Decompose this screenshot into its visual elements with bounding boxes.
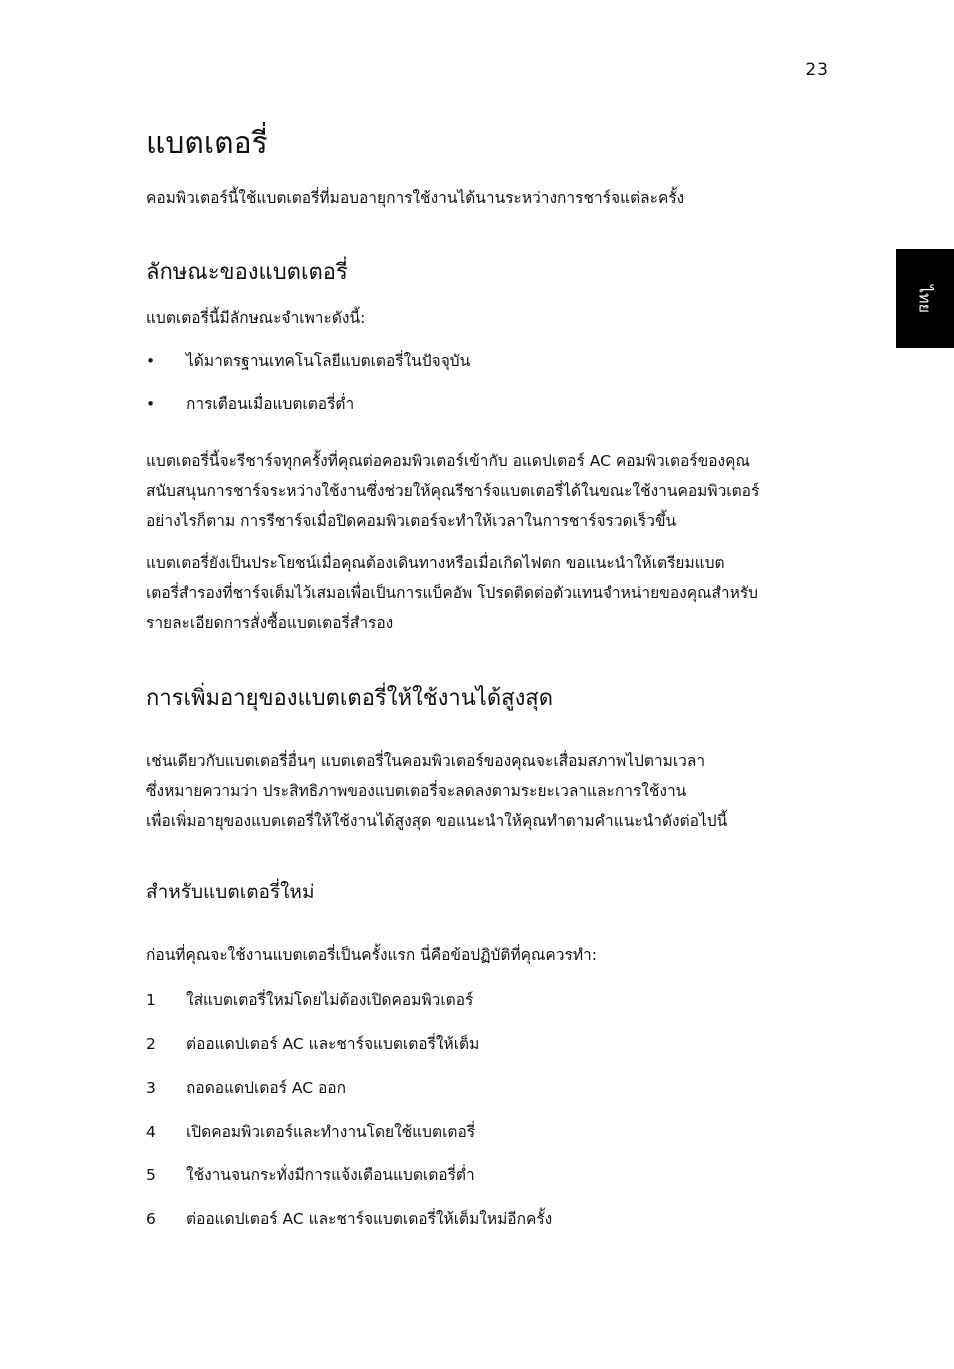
step-text: เปิดคอมพิวเตอร์และทำงานโดยใช้แบตเตอรี่ [186, 1123, 476, 1141]
new-battery-heading: สำหรับแบตเตอรี่ใหม่ [146, 881, 315, 903]
step-number: 5 [146, 1165, 156, 1184]
paragraph-line: ซึ่งหมายความว่า ประสิทธิภาพของแบตเตอรี่จะลดลงตามระยะเวลาและการใช้งาน [146, 782, 687, 800]
step-item [146, 1162, 475, 1187]
paragraph-line: รายละเอียดการสั่งซื้อแบตเตอรี่สำรอง [146, 614, 394, 632]
step-item [146, 1031, 479, 1056]
spare-battery-paragraph [146, 548, 758, 638]
maximize-paragraph [146, 746, 727, 836]
step-text: ถอดอแดปเตอร์ AC ออก [186, 1079, 346, 1097]
feature-bullet-text: ได้มาตรฐานเทคโนโลยีแบตเตอรี่ในปัจจุบัน [186, 352, 471, 370]
step-number: 1 [146, 990, 156, 1009]
new-battery-lead: ก่อนที่คุณจะใช้งานแบตเตอรี่เป็นครั้งแรก นี่คือข้อปฏิบัติที่คุณควรทำ: [146, 946, 597, 964]
step-text: ต่ออแดปเตอร์ AC และชาร์จแบตเตอรี่ให้เต็มใหม่อีกครั้ง [186, 1210, 553, 1228]
language-tab [896, 249, 954, 348]
step-item [146, 1075, 346, 1100]
paragraph-line: แบตเตอรี่ยังเป็นประโยชน์เมื่อคุณต้องเดินทางหรือเมื่อเกิดไฟตก ขอแนะนำให้เตรียมแบต [146, 554, 725, 572]
feature-bullet-text: การเตือนเมื่อแบตเตอรี่ต่ำ [186, 395, 355, 413]
intro-paragraph: คอมพิวเตอร์นี้ใช้แบตเตอรี่ที่มอบอายุการใช้งานได้นานระหว่างการชาร์จแต่ละครั้ง [146, 189, 685, 207]
feature-bullet [146, 348, 470, 373]
step-item [146, 1206, 552, 1231]
step-text: ใส่แบตเตอรี่ใหม่โดยไม่ต้องเปิดคอมพิวเตอร์ [186, 991, 474, 1009]
paragraph-line: อย่างไรก็ตาม การรีชาร์จเมื่อปิดคอมพิวเตอร์จะทำให้เวลาในการชาร์จรวดเร็วขึ้น [146, 512, 677, 530]
step-number: 3 [146, 1078, 156, 1097]
feature-bullet [146, 391, 354, 416]
step-number: 4 [146, 1122, 156, 1141]
step-text: ใช้งานจนกระทั่งมีการแจ้งเตือนแบตเตอรี่ต่ำ [186, 1166, 475, 1184]
language-tab-label: ไทย [915, 284, 935, 313]
charging-paragraph [146, 446, 759, 536]
maximize-heading: การเพิ่มอายุของแบตเตอรี่ให้ใช้งานได้สูงสุด [146, 686, 554, 711]
step-number: 2 [146, 1034, 156, 1053]
page-number: 23 [805, 60, 829, 80]
paragraph-line: เพื่อเพิ่มอายุของแบตเตอรี่ให้ใช้งานได้สูงสุด ขอแนะนำให้คุณทำตามคำแนะนำดังต่อไปนี้ [146, 812, 728, 830]
bullet-marker: • [146, 394, 156, 413]
step-item [146, 1119, 475, 1144]
bullet-marker: • [146, 351, 156, 370]
step-text: ต่ออแดปเตอร์ AC และชาร์จแบตเตอรี่ให้เต็ม [186, 1035, 480, 1053]
step-item [146, 987, 473, 1012]
page-title: แบตเตอรี่ [146, 126, 268, 161]
step-number: 6 [146, 1209, 156, 1228]
paragraph-line: เตอรี่สำรองที่ชาร์จเต็มไว้เสมอเพื่อเป็นการแบ็คอัพ โปรดติดต่อตัวแทนจำหน่ายของคุณสำหรับ [146, 584, 758, 602]
features-lead: แบตเตอรี่นี้มีลักษณะจำเพาะดังนี้: [146, 309, 366, 327]
paragraph-line: สนับสนุนการชาร์จระหว่างใช้งานซึ่งช่วยให้คุณรีชาร์จแบตเตอรี่ได้ในขณะใช้งานคอมพิวเตอร์ [146, 482, 760, 500]
paragraph-line: เช่นเดียวกับแบตเตอรี่อื่นๆ แบตเตอรี่ในคอมพิวเตอร์ของคุณจะเสื่อมสภาพไปตามเวลา [146, 752, 706, 770]
paragraph-line: แบตเตอรี่นี้จะรีชาร์จทุกครั้งที่คุณต่อคอมพิวเตอร์เข้ากับ อแดปเตอร์ AC คอมพิวเตอร์ของคุณ [146, 452, 750, 470]
features-heading: ลักษณะของแบตเตอรี่ [146, 260, 348, 285]
